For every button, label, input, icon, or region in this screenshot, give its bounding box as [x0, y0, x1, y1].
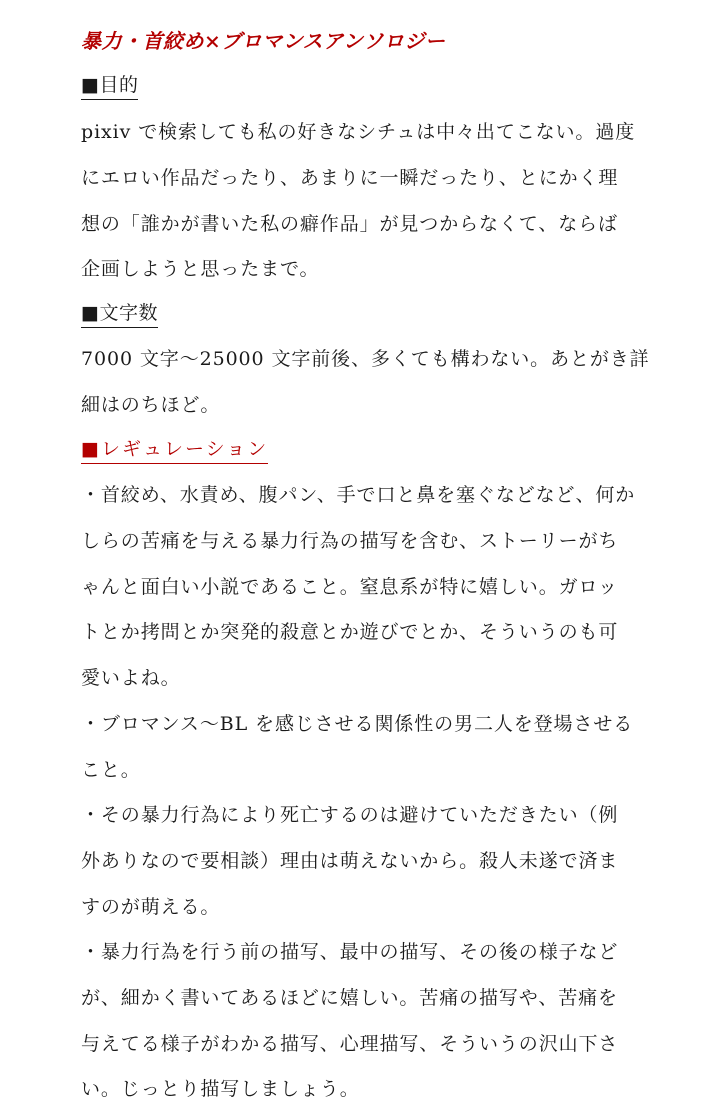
text-line: 想の「誰かが書いた私の癖作品」が見つからなくて、ならば [81, 212, 618, 235]
text-line: しらの苦痛を与える暴力行為の描写を含む、ストーリーがち [81, 529, 619, 552]
text-line: ・首絞め、水責め、腹パン、手で口と鼻を塞ぐなどなど、何か [81, 484, 636, 506]
text-line: ・ブロマンス〜BL を感じさせる関係性の男二人を登場させる [81, 713, 634, 735]
text-line: ゃんと面白い小説であること。窒息系が特に嬉しい。ガロッ [81, 575, 618, 598]
text-line: ・その暴力行為により死亡するのは避けていただきたい（例 [81, 804, 619, 826]
word-count-paragraph [81, 337, 650, 429]
document-title: 暴力・首絞め×ブロマンスアンソロジー [81, 29, 446, 53]
regulation-item-violence [81, 473, 641, 702]
text-line: が、細かく書いてあるほどに嬉しい。苦痛の描写や、苦痛を [81, 986, 618, 1009]
regulation-item-no-death [81, 793, 641, 930]
section-heading-word-count: ■文字数 [81, 300, 158, 328]
regulation-item-description [81, 930, 641, 1113]
regulation-item-bromance [81, 702, 641, 794]
text-line: すのが萌える。 [81, 895, 221, 918]
text-line: 与えてる様子がわかる描写、心理描写、そういうの沢山下さ [81, 1032, 619, 1055]
text-line: トとか拷問とか突発的殺意とか遊びでとか、そういうのも可 [81, 621, 619, 644]
purpose-paragraph [81, 110, 641, 293]
text-line: 7000 文字〜25000 文字前後、多くても構わない。あとがき詳 [81, 348, 650, 370]
text-line: 外ありなので要相談）理由は萌えないから。殺人未遂で済ま [81, 849, 619, 872]
section-heading-purpose: ■目的 [81, 72, 138, 100]
text-line: 愛いよね。 [81, 667, 181, 690]
text-line: ・暴力行為を行う前の描写、最中の描写、その後の様子など [81, 941, 619, 963]
text-line: こと。 [81, 758, 141, 781]
text-line: 細はのちほど。 [81, 393, 221, 416]
text-line: 企画しようと思ったまで。 [81, 258, 320, 281]
text-line: にエロい作品だったり、あまりに一瞬だったり、とにかく理 [81, 166, 619, 189]
text-line: い。じっとり描写しましょう。 [81, 1078, 360, 1101]
text-line: pixiv で検索しても私の好きなシチュは中々出てこない。過度 [81, 121, 636, 143]
section-heading-regulation: ■レギュレーション [81, 436, 268, 464]
